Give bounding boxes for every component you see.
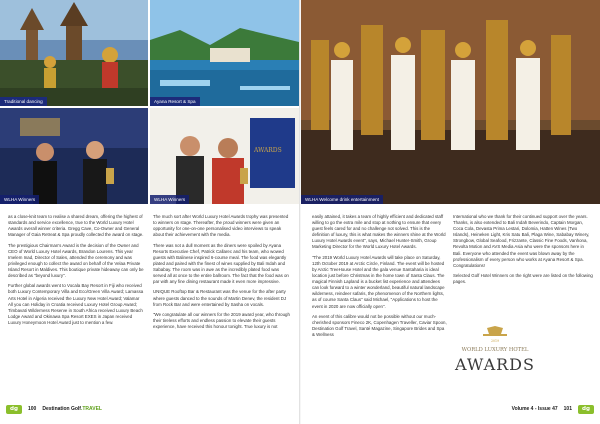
photo-wlha-winners-left [0, 108, 148, 204]
page-gutter [299, 0, 301, 424]
paragraph: International who we thank for their continued support over the years. Thanks, is also extended to Bali Indah Beverindo, Captain Morgan, Coca Cola, Devasta Prima Lestari, Dolomia, Hatten Wines (Two Islands), Heineken Light, Kris Satu Bali, Plaga Wine, Sababay Winery, Strongbow, Global Seafood, Frizzante, Classic Fine Foods, Vanhona, Revolta Motion and AVS Media Asia who were the sponsors here in Bali. Everyone who attended the event was blown away by the professionalism of every person who works at Ayana Resort & Spa. Congratulations! [453, 214, 590, 268]
caption-wlha-welcome: WLHA Welcome drink entertainment [301, 195, 383, 204]
paragraph: easily attained, it takes a team of highly efficient and dedicated staff willing to go the extra mile and stop at nothing to ensure that every guest feels cared for and no challenge not solved. This is the definition of luxury, this is what makes the winners shine at the World Luxury Hotel Awards event", says, Michael Hunter-Smith, Group Marketing Director for the World Luxury Hotel Awards. [312, 214, 446, 250]
paragraph: "We congratulate all our winners for the 2019 award year, who through their tireless efforts and endless passion to elevate their guests experience, have received this honour tonight. True luxury is not [153, 311, 290, 330]
world-luxury-hotel-awards-logo [453, 326, 537, 378]
page-number-left: 100 [28, 406, 37, 412]
magazine-name [42, 406, 102, 412]
paragraph: An event of this calibre would not be possible without our much-cherished sponsors Fineco 2K, Copenhagen Traveller, Caviar Spoon, Destination Golf Travel, Santé Magazine, Singapore Brides and Spa & Wellness [312, 313, 447, 338]
magazine-name-main: Destination Golf [42, 406, 81, 412]
caption-wlha-winners-left: WLHA Winners [0, 195, 39, 204]
caption-traditional-dancing: Traditional dancing [0, 97, 47, 106]
photo-wlha-welcome [301, 0, 600, 204]
paragraph: Further global awards went to Vocala Bay Resort in Fiji who received both Luxury Contemporary Villa and Eco/Green Villa Award; Lamassa Arts Hotel in Algeria received the Luxury New Hotel Award; Valamar All you can Holiday in Croatia received Luxury Hotel Group Award; Timbavati Wilderness Reserve in South Africa received Luxury Beach Lodge Award and Okinawa Spa Resort EXES in Japan received Luxury Honeymoon Hotel Award just to mention a few. [8, 283, 144, 325]
paragraph: as a close-knit team to realise a shared dream, offering the highest of standards and service excellence, true to the World Luxury Hotel Awards overall winner criteria. Gregg Cave, Co-Owner and General Manager of Gaia Retreat & Spa proudly collected the award on stage. [8, 214, 144, 238]
paragraph: The much sort after World Luxury Hotel Awards trophy was presented to winners on stage. Thereafter, the proud winners were given an opportunity for one-on-one personalised video interviews to speak about their achievement with the media. [153, 214, 289, 238]
dg-logo-icon: dg [578, 405, 594, 414]
paragraph: Selected Golf Hotel Winners on the right were are listed on the following pages. [453, 273, 593, 285]
magazine-name-suffix: .TRAVEL [80, 406, 102, 412]
logo-year: 2019 [490, 339, 500, 343]
text-column-2 [153, 214, 292, 334]
photo-ayana-resort [150, 0, 299, 106]
page-number-right: 101 [563, 406, 572, 412]
text-column-1 [8, 214, 144, 330]
footer-left [6, 403, 102, 415]
logo-line2: AWARDS [455, 355, 535, 374]
paragraph: UNIQUE Rooftop Bar & Restaurant was the venue for the after party where guests danced to the sounds of Martin Denev, the resident DJ from Rock Bar and were entertained by Sasha on vocals. [153, 289, 287, 307]
issue-label: Volume 4 - Issue 47 [511, 406, 558, 412]
caption-wlha-winners-right: WLHA Winners [150, 195, 189, 204]
logo-line1: WORLD LUXURY HOTEL [461, 347, 529, 353]
text-column-4 [453, 214, 593, 289]
paragraph: "The 2019 World Luxury Hotel Awards will take place on Saturday, 12th October 2019 at Arctic Circle, Finland. The event will be hosted by Arctic TreeHouse Hotel and the gala venue Santaharia is ideal location just before Christmas in the home town of Santa Claus. The magical Finnish Lapland is a bucket list experience and attendees can look forward to a winter wonderland, beautiful natural landscape wilderness, reindeer safaris, the phenomenon of the Northern lights, as of course Santa Claus" said Michael, "Applications to host the event in 2020 are now officially open". [312, 254, 445, 309]
svg-text:AWARDS: AWARDS [254, 147, 282, 154]
caption-ayana-resort: Ayana Resort & Spa [150, 97, 200, 106]
paragraph: There was not a dull moment as the diners were spoiled by Ayana Resorts Executive Chef, Patrick Callarec and his team, who wowed guests with Balinese inspired 6-course meal. The food was elegantly plated and paired with the finest of wines supplied by Bali Indah and Sababay. The room was in awe as the incredibly plated food was served all at once to the entire ballroom. The fact that the food was on par with any fine dining restaurant made it even more impressive. [153, 242, 289, 285]
photo-wlha-winners-right [150, 108, 299, 204]
footer-right [512, 403, 594, 415]
paragraph: The prestigious Chairman's Award is the decision of the Owner and CEO of World Luxury Hotel Awards, Brandon Lourens. This year Imelem Inad, Director of Sales, attended the ceremony and was privileged enough to collect the award on behalf of the Velaa Private Island Resort in Maldives. This boutique private hideaway can only be described as "beyond luxury". [8, 242, 144, 279]
text-column-3 [312, 214, 448, 342]
dg-logo-icon: dg [6, 405, 22, 414]
photo-traditional-dancing [0, 0, 148, 106]
